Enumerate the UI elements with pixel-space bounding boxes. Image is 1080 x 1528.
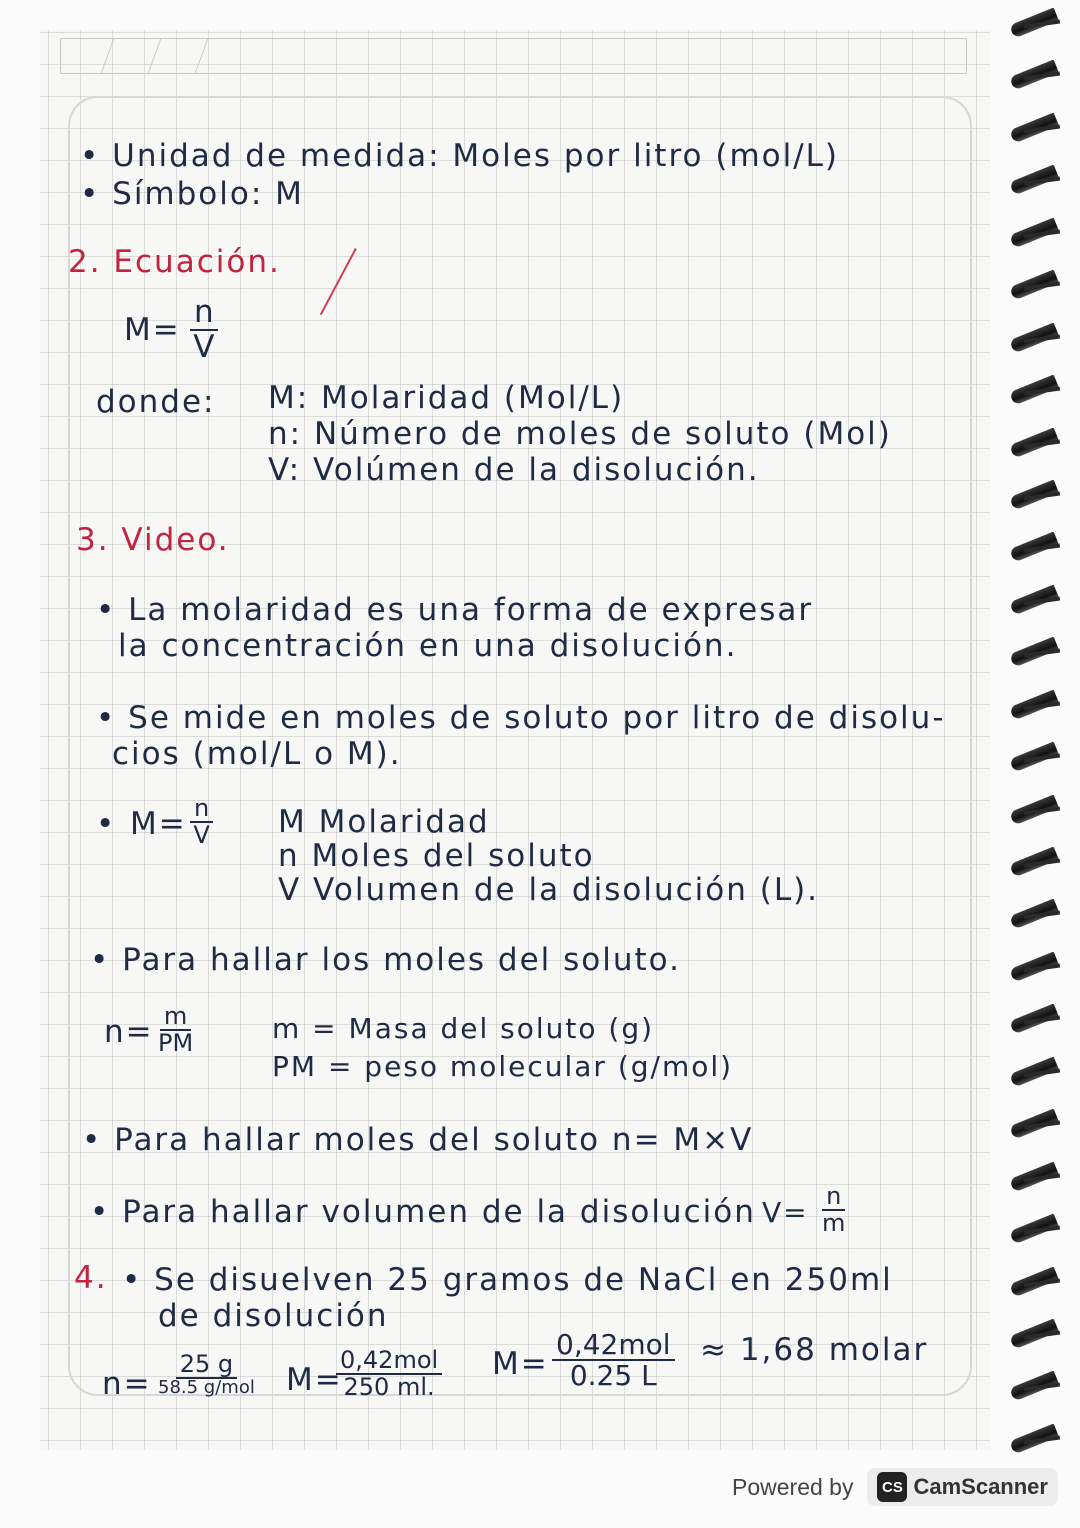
eq3-lhs: n= [104, 1014, 154, 1050]
eq2-denominator: V [193, 821, 210, 850]
para6-line1: • Se disuelven 25 gramos de NaCl en 250ml [122, 1262, 893, 1298]
legend-n: n Moles del soluto [278, 838, 595, 874]
eq1-denominator: V [193, 328, 215, 365]
powered-by-text: Powered by [732, 1473, 854, 1500]
calc-result: ≈ 1,68 molar [700, 1332, 929, 1368]
def-n: n: Número de moles de soluto (Mol) [268, 416, 892, 452]
donde-label: donde: [96, 384, 216, 420]
p5-eq-denominator: m [822, 1209, 846, 1238]
calc1-lhs: n= [102, 1366, 152, 1402]
para2-line1: • Se mide en moles de soluto por litro de disolu- [96, 700, 946, 736]
camscanner-brand: CamScanner [913, 1474, 1048, 1499]
def-M: M: Molaridad (Mol/L) [268, 380, 625, 416]
calc3-lhs: M= [492, 1346, 549, 1382]
para4: • Para hallar moles del soluto n= M×V [82, 1122, 754, 1158]
calc1-fraction [158, 1352, 255, 1398]
p5-eq-numerator: n [822, 1184, 845, 1211]
camscanner-badge [867, 1468, 1058, 1506]
eq2-numerator: n [190, 796, 213, 823]
para2-line2: cios (mol/L o M). [112, 736, 402, 772]
calc1-denominator: 58.5 g/mol [158, 1377, 255, 1399]
unit-line: • Unidad de medida: Moles por litro (mol/L) [80, 138, 840, 174]
eq2-bullet: • [96, 806, 117, 842]
def-m: m = Masa del soluto (g) [272, 1012, 655, 1045]
section-3-title: 3. Video. [76, 522, 230, 558]
header-strip [60, 38, 967, 74]
calc2-denominator: 250 ml. [343, 1373, 435, 1402]
calc2-fraction [336, 1348, 442, 1400]
camscanner-icon: CS [877, 1472, 907, 1502]
p5-eq-lhs: V= [762, 1196, 809, 1229]
eq3-fraction [158, 1004, 193, 1056]
calc1-numerator: 25 g [176, 1352, 237, 1379]
calc2-numerator: 0,42mol [336, 1348, 442, 1375]
legend-M: M Molaridad [278, 804, 490, 840]
calc2-lhs: M= [286, 1362, 343, 1398]
eq2-lhs: M= [130, 806, 187, 842]
spiral-binding [1006, 10, 1066, 1450]
eq1-lhs: M= [124, 312, 181, 348]
camscanner-watermark [732, 1468, 1058, 1506]
calc3-fraction [552, 1330, 675, 1391]
calc3-denominator: 0.25 L [569, 1359, 657, 1393]
para1-line1: • La molaridad es una forma de expresar [96, 592, 814, 628]
p5-eq-fraction [822, 1184, 845, 1236]
eq3-numerator: m [160, 1004, 191, 1031]
legend-V: V Volumen de la disolución (L). [278, 872, 820, 908]
para3: • Para hallar los moles del soluto. [90, 942, 681, 978]
symbol-line: • Símbolo: M [80, 176, 304, 212]
def-V: V: Volúmen de la disolución. [268, 452, 760, 488]
eq1-fraction [190, 296, 218, 363]
para1-line2: la concentración en una disolución. [118, 628, 738, 664]
para6-line2: de disolución [158, 1298, 389, 1334]
section-2-title: 2. Ecuación. [68, 244, 281, 280]
para5-text: • Para hallar volumen de la disolución [90, 1194, 756, 1230]
eq3-denominator: PM [158, 1029, 194, 1058]
eq2-fraction [190, 796, 213, 848]
calc3-numerator: 0,42mol [552, 1330, 675, 1361]
def-PM: PM = peso molecular (g/mol) [272, 1050, 734, 1083]
section-4-number: 4. [74, 1260, 108, 1296]
eq1-numerator: n [190, 296, 218, 331]
